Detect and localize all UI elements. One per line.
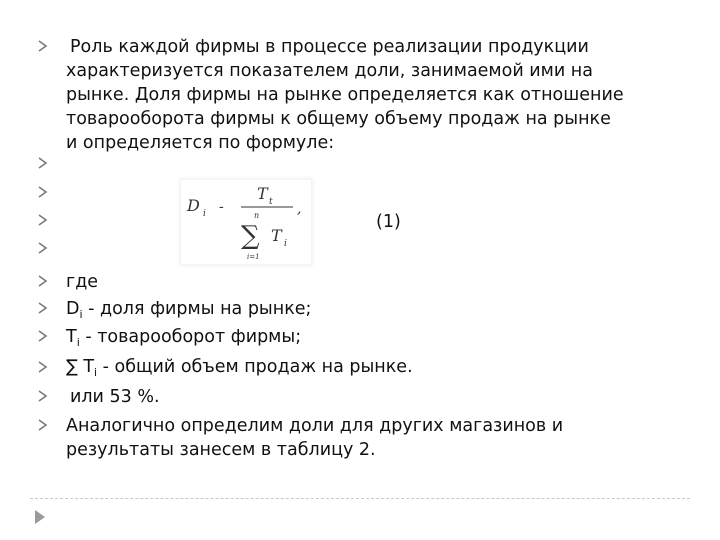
formula-image	[181, 180, 311, 264]
bullet-icon	[38, 242, 50, 258]
bullet-icon	[38, 40, 50, 56]
bullet-icon	[38, 419, 50, 435]
closing-line: результаты занесем в таблицу 2.	[66, 440, 376, 460]
formula-numerator: T	[257, 184, 268, 203]
formula-trailing: ,	[297, 201, 302, 217]
definition-text: - товарооборот фирмы;	[79, 327, 302, 347]
definition-symbol-sub: i	[94, 366, 98, 379]
definition-turnover	[66, 326, 301, 354]
formula-denominator-sub: i	[284, 239, 287, 249]
where-label: где	[66, 272, 99, 292]
formula-numerator-sub: t	[269, 197, 273, 207]
slide-divider	[30, 498, 690, 499]
definition-total-sales	[66, 356, 413, 384]
bullet-icon	[38, 361, 50, 377]
definition-symbol: T	[66, 327, 77, 347]
intro-line: Роль каждой фирмы в процессе реализации продукции	[70, 37, 589, 57]
definition-share	[66, 298, 311, 326]
formula-denominator: T	[271, 226, 282, 245]
intro-line: рынке. Доля фирмы на рынке определяется как отношение	[66, 85, 624, 105]
formula-lhs: D	[187, 196, 200, 215]
bullet-icon	[38, 302, 50, 318]
bullet-icon	[38, 157, 50, 173]
bullet-icon	[38, 275, 50, 291]
intro-line: характеризуется показателем доли, занимаемой ими на	[66, 61, 593, 81]
definition-text: - общий объем продаж на рынке.	[97, 357, 413, 377]
bullet-icon	[38, 186, 50, 202]
definition-symbol: ∑ T	[66, 357, 95, 377]
definition-symbol-sub: i	[79, 308, 83, 321]
formula-number: (1)	[376, 212, 401, 232]
formula-operator: -	[219, 199, 224, 215]
definition-text: - доля фирмы на рынке;	[82, 299, 312, 319]
bullet-icon	[38, 390, 50, 406]
sum-sign: ∑	[241, 221, 260, 251]
bullet-icon	[38, 214, 50, 230]
formula-sum-upper: n	[254, 211, 260, 220]
formula-lhs-sub: i	[203, 209, 206, 219]
bullet-icon	[38, 330, 50, 346]
formula-sum-lower: i=1	[247, 253, 260, 261]
intro-line: и определяется по формуле:	[66, 133, 335, 153]
slide-nav-icon[interactable]	[33, 509, 47, 525]
definition-symbol-sub: i	[76, 336, 80, 349]
result-text: или 53 %.	[70, 387, 160, 407]
closing-line: Аналогично определим доли для других магазинов и	[66, 416, 564, 436]
intro-line: товарооборота фирмы к общему объему продаж на рынке	[66, 109, 611, 129]
definition-symbol: D	[66, 299, 80, 319]
